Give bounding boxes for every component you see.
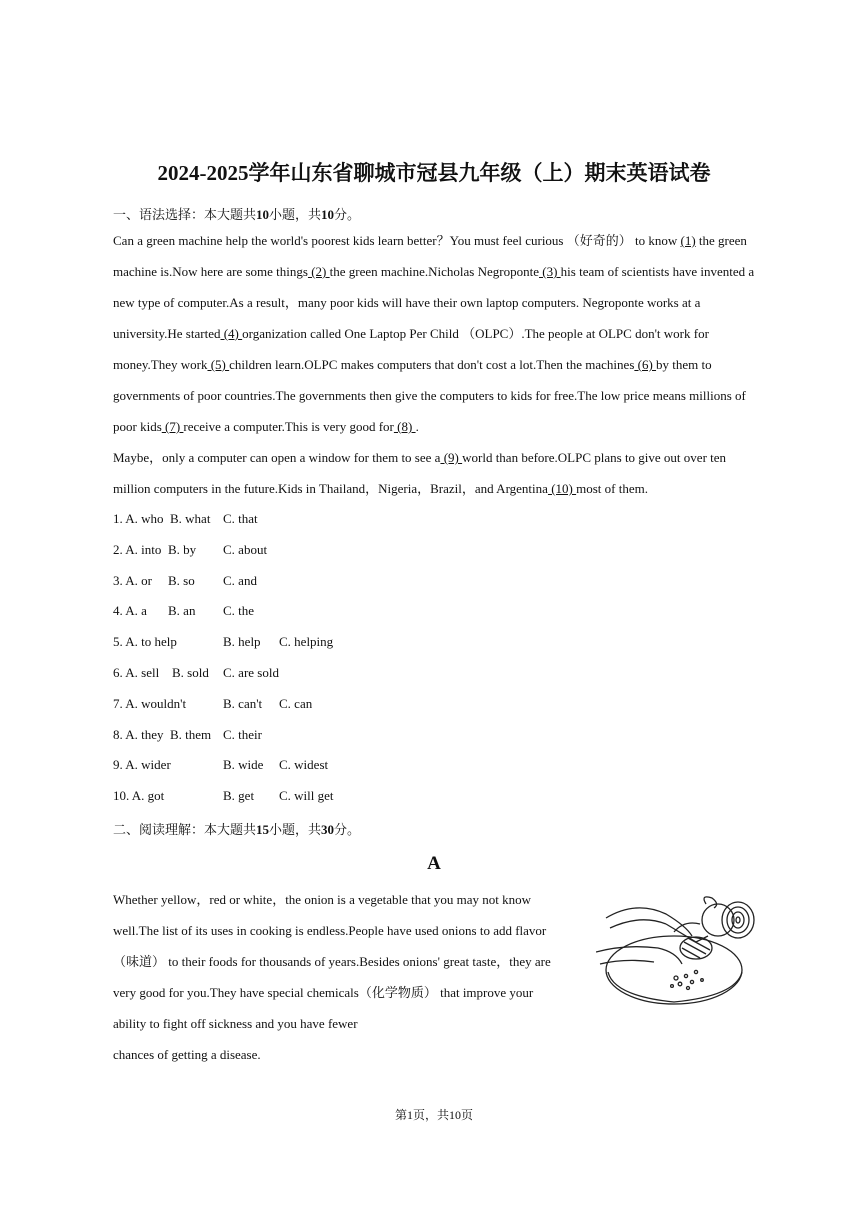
passage-a-heading: A <box>427 853 441 874</box>
section-heading-grammar: 一、语法选择：本大题共10小题，共10分。 <box>113 207 361 222</box>
onion-chopping-illustration <box>596 892 756 1010</box>
section-heading-reading: 二、阅读理解：本大题共15小题，共30分。 <box>113 822 361 837</box>
blank-5: (5) <box>207 357 230 372</box>
passage-paragraph-2: Maybe，only a computer can open a window for them to see a (9) world than before.OLPC plans to give out over ten million computers in the future.Kids in Thailand，Nigeria，Brazil，and Argentina (10) most of them. <box>113 450 727 496</box>
blank-8: (8) <box>393 419 416 434</box>
blank-4: (4) <box>220 326 243 341</box>
blank-6: (6) <box>634 357 657 372</box>
blank-9: (9) <box>440 450 463 465</box>
passage-paragraph-1: Can a green machine help the world's poorest kids learn better？You must feel curious （好奇的） to know (1) the green machine is.Now here are some things (2) the green machine.Nicholas Negroponte (3) his team of scientists have invented a new type of computer.As a result，many poor kids will have their own laptop computers. Negroponte works at a university.He started (4) organization called One Laptop Per Child （OLPC）.The people at OLPC don't work for money.They work (5) children learn.OLPC makes computers that don't cost a lot.Then the machines (6) by them to governments of poor countries.The governments then give the computers to kids for free.The low price means millions of poor kids (7) receive a computer.This is very good for (8) . <box>113 233 755 434</box>
passage-a-text: Whether yellow，red or white，the onion is a vegetable that you may not know well.The list of its uses in cooking is endless.People have used onions to add flavor （味道） to their foods for thousands of years.Besides onions' great taste，they are very good for you.They have special chemicals（化学物质） that improve your ability to fight off sickness and you have fewer chances of getting a disease. <box>113 892 551 1062</box>
blank-10: (10) <box>547 481 577 496</box>
grammar-passage <box>113 225 758 504</box>
page-footer: 第1页，共10页 <box>394 1108 473 1122</box>
blank-3: (3) <box>539 264 561 279</box>
page-title: 2024-2025学年山东省聊城市冠县九年级（上）期末英语试卷 <box>157 161 711 185</box>
blank-7: (7) <box>161 419 184 434</box>
blank-2: (2) <box>307 264 330 279</box>
blank-1: (1) <box>680 233 696 248</box>
